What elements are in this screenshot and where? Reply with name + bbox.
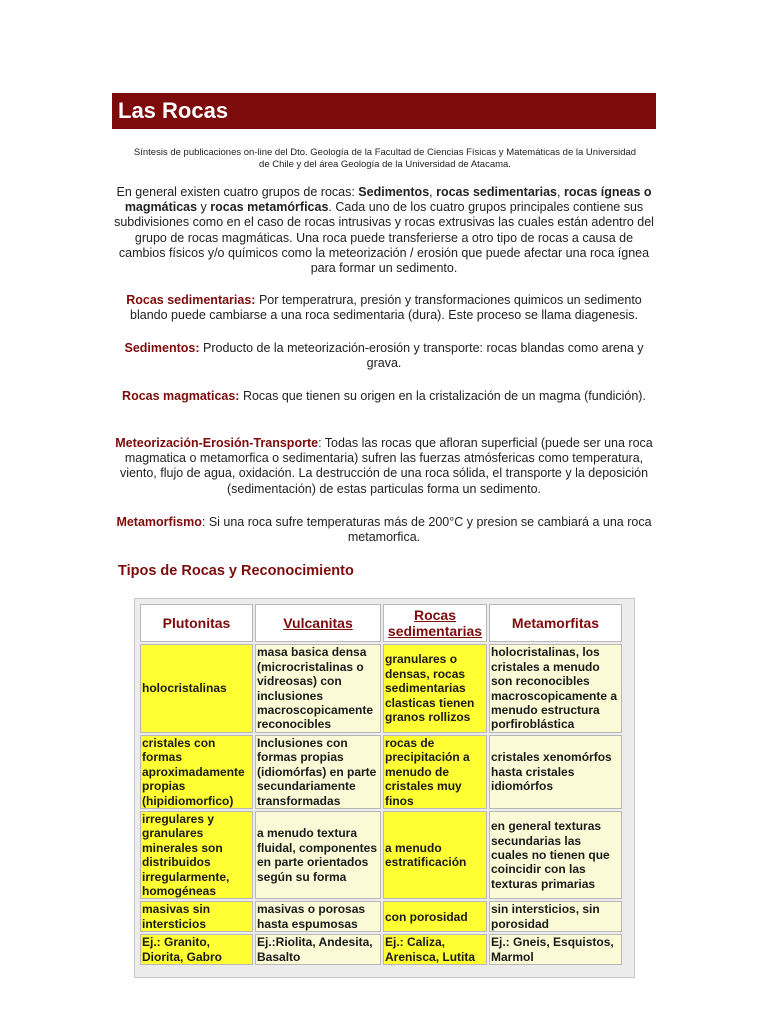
table-cell: a menudo textura fluidal, componentes en parte orientados según su forma bbox=[255, 811, 381, 899]
table-row bbox=[140, 901, 622, 932]
table-cell: holocristalinas, los cristales a menudo son reconocibles macroscopicamente a menudo estructura porfiroblástica bbox=[489, 644, 622, 733]
table-cell: sin intersticios, sin porosidad bbox=[489, 901, 622, 932]
page-title: Las Rocas bbox=[112, 93, 656, 129]
table-cell: irregulares y granulares minerales son distribuidos irregularmente, homogéneas bbox=[140, 811, 253, 899]
definition-text: Rocas que tienen su origen en la cristalización de un magma (fundición). bbox=[239, 389, 646, 403]
section-title: Tipos de Rocas y Reconocimiento bbox=[118, 563, 354, 579]
definition-term: Rocas sedimentarias: bbox=[126, 293, 256, 307]
definition-term: Sedimentos: bbox=[124, 341, 200, 355]
rock-types-grid bbox=[138, 602, 624, 967]
table-cell: Ej.:Riolita, Andesita, Basalto bbox=[255, 934, 381, 965]
table-cell: en general texturas secundarias las cuales no tienen que coincidir con las texturas primarias bbox=[489, 811, 622, 899]
header-plutonitas: Plutonitas bbox=[140, 604, 253, 642]
intro-text: , bbox=[557, 185, 564, 199]
definition-text: : Si una roca sufre temperaturas más de 200°C y presion se cambiará a una roca metamorfica. bbox=[201, 515, 652, 545]
table-row bbox=[140, 934, 622, 965]
definition-term: Metamorfismo bbox=[116, 515, 202, 529]
table-cell: masa basica densa (microcristalinas o vidreosas) con inclusiones macroscopicamente reconocibles bbox=[255, 644, 381, 733]
table-cell: a menudo estratificación bbox=[383, 811, 487, 899]
table-cell: Inclusiones con formas propias (idiomórfas) en parte secundariamente transformadas bbox=[255, 735, 381, 809]
definition-term: Meteorización-Erosión-Transporte bbox=[115, 436, 319, 450]
definition-text: Por temperatrura, presión y transformaciones quimicos un sedimento blando puede cambiarse a una roca sedimentaria (dura). Este proceso se llama diagenesis. bbox=[130, 293, 642, 323]
definition-text: Producto de la meteorización-erosión y transporte: rocas blandas como arena y grava. bbox=[199, 341, 644, 371]
table-cell: holocristalinas bbox=[140, 644, 253, 733]
table-row bbox=[140, 735, 622, 809]
table-row bbox=[140, 644, 622, 733]
definition-term: Rocas magmaticas: bbox=[122, 389, 240, 403]
definition-sedimentos bbox=[114, 341, 654, 371]
definition-metamorfismo bbox=[114, 515, 654, 545]
table-cell: Ej.: Caliza, Arenisca, Lutita bbox=[383, 934, 487, 965]
table-cell: con porosidad bbox=[383, 901, 487, 932]
intro-text: . Cada uno de los cuatro grupos principales contiene sus subdivisiones como en el caso de rocas intrusivas y rocas extrusivas las cuales están adentro del grupo de rocas magmáticas. Una roca puede transferierse a otro tipo de rocas a causa de cambios físicos y/o químicos como la meteorización / erosión que puede afectar una roca ígnea para formar un sedimento. bbox=[114, 200, 654, 276]
table-cell: granulares o densas, rocas sedimentarias clasticas tienen granos rollizos bbox=[383, 644, 487, 733]
intro-text: y bbox=[197, 200, 211, 215]
table-cell: cristales con formas aproximadamente propias (hipidiomorfico) bbox=[140, 735, 253, 809]
header-rocas-sedimentarias-link[interactable]: Rocas sedimentarias bbox=[383, 604, 487, 642]
header-metamorfitas: Metamorfitas bbox=[489, 604, 622, 642]
rock-types-table bbox=[134, 598, 635, 978]
table-cell: rocas de precipitación a menudo de cristales muy finos bbox=[383, 735, 487, 809]
table-cell: Ej.: Granito, Diorita, Gabro bbox=[140, 934, 253, 965]
credit-note: Síntesis de publicaciones on-line del Dto. Geología de la Facultad de Ciencias Físicas y Matemáticas de la Universidad de Chile y del área Geología de la Universidad de Atacama. bbox=[133, 147, 637, 170]
intro-text: , bbox=[429, 185, 437, 199]
table-cell: Ej.: Gneis, Esquistos, Marmol bbox=[489, 934, 622, 965]
intro-term-sedimentos: Sedimentos bbox=[358, 185, 430, 199]
table-cell: cristales xenomórfos hasta cristales idiomórfos bbox=[489, 735, 622, 809]
header-vulcanitas-link[interactable]: Vulcanitas bbox=[255, 604, 381, 642]
intro-term-rocas-sedimentarias: rocas sedimentarias bbox=[436, 185, 558, 199]
intro-text: En general existen cuatro grupos de rocas: bbox=[116, 185, 359, 199]
table-header-row bbox=[140, 604, 622, 642]
definition-rocas-magmaticas bbox=[114, 389, 654, 404]
intro-term-rocas-igneas: rocas ígneas o magmáticas bbox=[124, 185, 652, 215]
table-row bbox=[140, 811, 622, 899]
intro-term-rocas-metamorficas: rocas metamórficas bbox=[210, 200, 329, 215]
definition-text: : Todas las rocas que afloran superficial (puede ser una roca magmatica o metamorfica o sedimentaria) sufren las fuerzas atmósfericas como temperatura, viento, flujo de agua, oxidación. La destrucción de una roca sólida, el transporte y la deposición (sedimentación) de estas particulas forma un sedimento. bbox=[119, 436, 653, 496]
table-cell: masivas sin intersticios bbox=[140, 901, 253, 932]
intro-paragraph bbox=[114, 185, 654, 276]
definition-rocas-sedimentarias bbox=[114, 293, 654, 323]
table-cell: masivas o porosas hasta espumosas bbox=[255, 901, 381, 932]
definition-meteorizacion bbox=[114, 436, 654, 497]
